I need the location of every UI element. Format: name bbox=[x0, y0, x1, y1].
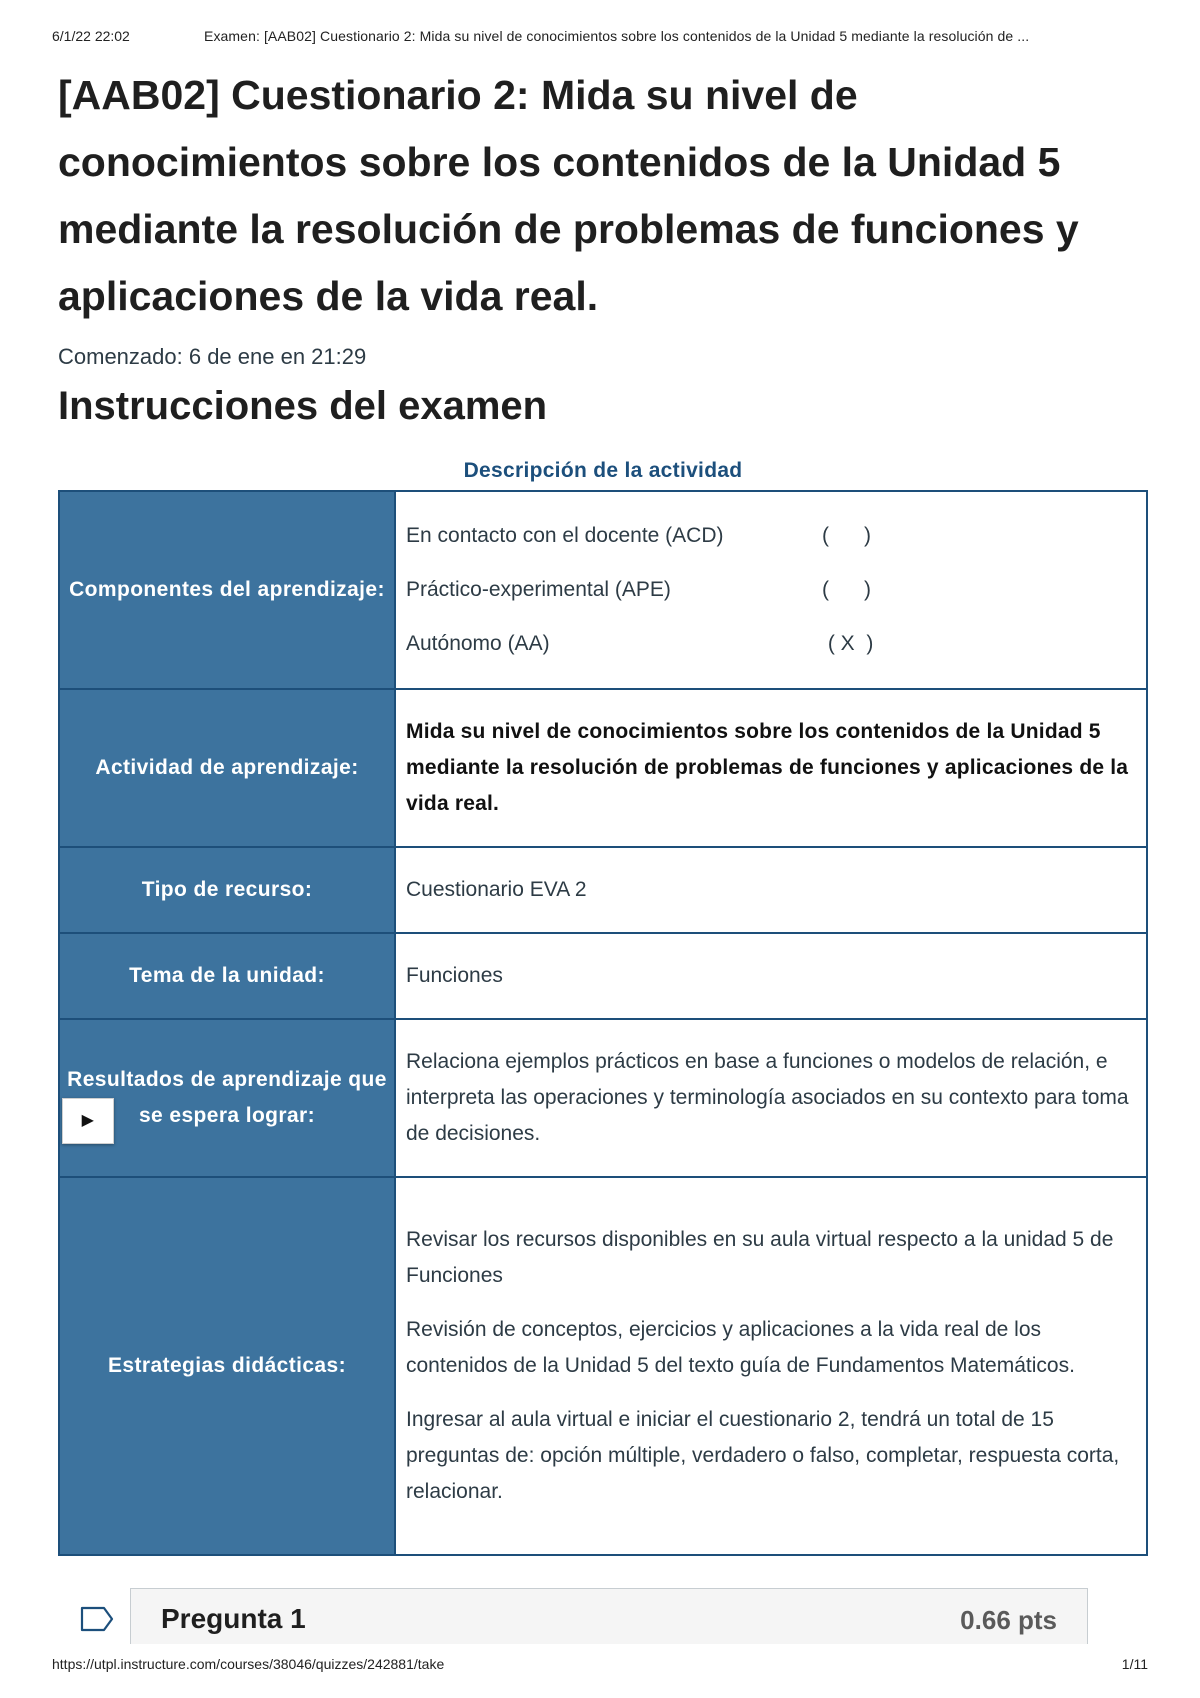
component-name: En contacto con el docente (ACD) bbox=[406, 524, 724, 547]
table-row-resource bbox=[59, 847, 1147, 933]
activity-caption: Descripción de la actividad bbox=[463, 459, 743, 482]
table-row-results bbox=[59, 1019, 1147, 1177]
component-item-ape bbox=[406, 563, 1136, 617]
results-label-cell bbox=[59, 1019, 395, 1177]
strategy-item: Revisión de conceptos, ejercicios y aplicaciones a la vida real de los contenidos de la Unidad 5 del texto guía de Fundamentos Matemáticos. bbox=[406, 1318, 1075, 1377]
components-value bbox=[395, 491, 1147, 689]
print-document-title: Examen: [AAB02] Cuestionario 2: Mida su nivel de conocimientos sobre los contenidos de la Unidad 5 mediante la resolución de ... bbox=[204, 28, 1030, 44]
component-mark: ( ) bbox=[822, 524, 871, 547]
components-label: Componentes del aprendizaje: bbox=[59, 491, 395, 689]
component-name: Autónomo (AA) bbox=[406, 632, 550, 655]
component-mark: ( X ) bbox=[822, 632, 874, 655]
activity-description-table bbox=[58, 490, 1148, 1556]
strategies-value bbox=[395, 1177, 1147, 1555]
strategy-item: Revisar los recursos disponibles en su aula virtual respecto a la unidad 5 de Funciones bbox=[406, 1228, 1114, 1287]
component-mark: ( ) bbox=[822, 578, 871, 601]
print-header bbox=[52, 28, 1148, 50]
activity-label: Actividad de aprendizaje: bbox=[59, 689, 395, 847]
print-date: 6/1/22 22:02 bbox=[52, 28, 130, 44]
quiz-started-time: Comenzado: 6 de ene en 21:29 bbox=[58, 344, 367, 369]
play-button[interactable] bbox=[62, 1098, 114, 1144]
instructions-heading: Instrucciones del examen bbox=[58, 384, 548, 428]
activity-value-cell bbox=[395, 689, 1147, 847]
table-row-activity bbox=[59, 689, 1147, 847]
question-title: Pregunta 1 bbox=[161, 1603, 306, 1634]
question-1 bbox=[80, 1588, 1080, 1644]
question-header bbox=[130, 1588, 1088, 1644]
table-row-components bbox=[59, 491, 1147, 689]
print-url: https://utpl.instructure.com/courses/38046/quizzes/242881/take bbox=[52, 1656, 445, 1672]
topic-value: Funciones bbox=[395, 933, 1147, 1019]
component-item-aa bbox=[406, 617, 1136, 671]
question-points: 0.66 pts bbox=[960, 1605, 1057, 1635]
strategies-label: Estrategias didácticas: bbox=[59, 1177, 395, 1555]
strategy-item: Ingresar al aula virtual e iniciar el cuestionario 2, tendrá un total de 15 preguntas de: opción múltiple, verdadero o falso, completar, respuesta corta, relacionar. bbox=[406, 1408, 1120, 1503]
component-name: Práctico-experimental (APE) bbox=[406, 578, 671, 601]
quiz-content bbox=[58, 62, 1148, 1556]
bookmark-flag-icon[interactable] bbox=[80, 1606, 114, 1632]
table-row-topic bbox=[59, 933, 1147, 1019]
results-label: Resultados de aprendizaje que se espera lograr: bbox=[67, 1068, 387, 1127]
quiz-title: [AAB02] Cuestionario 2: Mida su nivel de conocimientos sobre los contenidos de la Unidad 5 mediante la resolución de problemas de funciones y aplicaciones de la vida real. bbox=[58, 72, 1079, 319]
play-icon: ▶ bbox=[81, 1112, 95, 1129]
results-value: Relaciona ejemplos prácticos en base a funciones o modelos de relación, e interpreta las operaciones y terminología asociados en su contexto para toma de decisiones. bbox=[395, 1019, 1147, 1177]
resource-label: Tipo de recurso: bbox=[59, 847, 395, 933]
resource-value: Cuestionario EVA 2 bbox=[395, 847, 1147, 933]
activity-value: Mida su nivel de conocimientos sobre los contenidos de la Unidad 5 mediante la resolución de problemas de funciones y aplicaciones de la vida real. bbox=[406, 720, 1129, 815]
topic-label: Tema de la unidad: bbox=[59, 933, 395, 1019]
table-row-strategies bbox=[59, 1177, 1147, 1555]
print-page-number: 1/11 bbox=[1121, 1656, 1148, 1672]
component-item-acd bbox=[406, 509, 1136, 563]
